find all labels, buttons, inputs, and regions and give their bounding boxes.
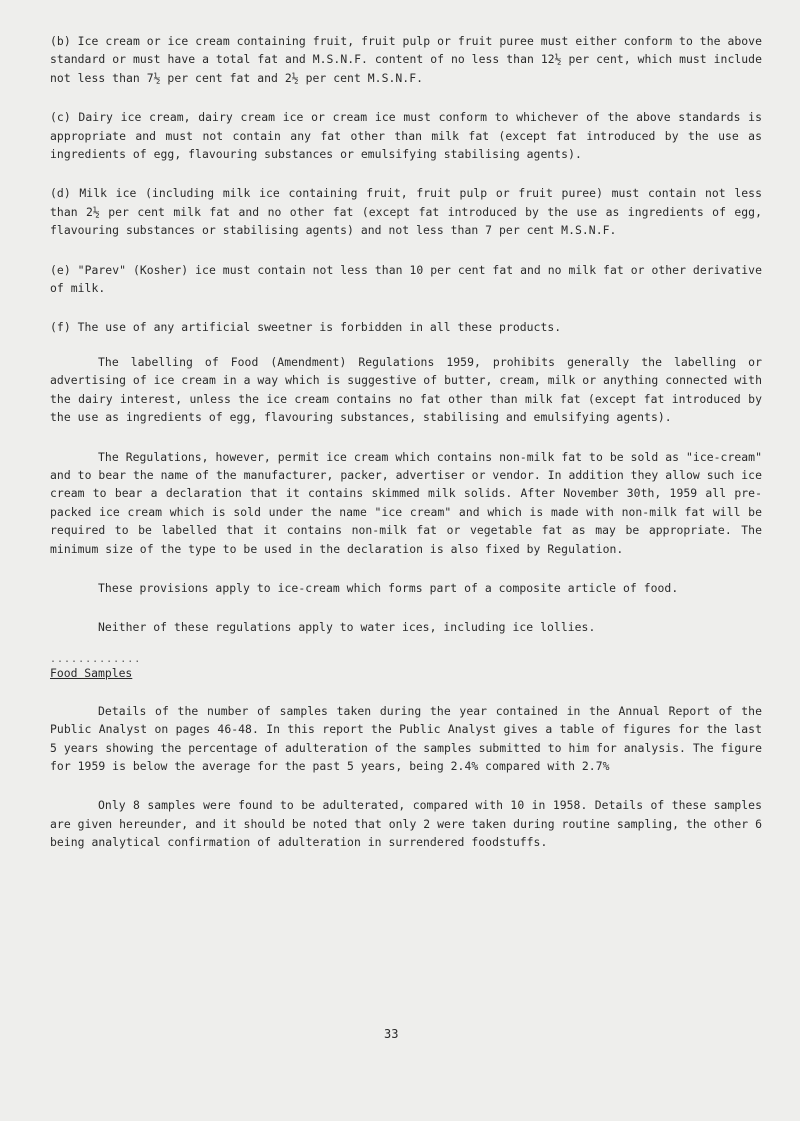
page-number: 33 xyxy=(384,1027,399,1041)
food-samples-paragraph-1: Details of the number of samples taken during the year contained in the Annual Report of the Public Analyst on pages 46-48. In this report the Public Analyst gives a table of figures for the last 5 years showing the percentage of adulteration of the samples submitted to him for analysis. The figure for 1959 is below the average for the past 5 years, being 2.4% compared with 2.7% xyxy=(50,703,762,773)
food-samples-heading: Food Samples xyxy=(50,665,133,680)
paragraph-e: (e) "Parev" (Kosher) ice must contain not less than 10 per cent fat and no milk fat or other derivative of milk. xyxy=(50,262,762,296)
paragraph-labelling: The labelling of Food (Amendment) Regulations 1959, prohibits generally the labelling or advertising of ice cream in a way which is suggestive of butter, cream, milk or anything connected with the dairy interest, unless the ice cream contains no fat other than milk fat (except fat introduced by the use as ingredients of egg, flavouring substances, stabilising and emulsifying agents). xyxy=(50,354,762,425)
paragraph-b: (b) Ice cream or ice cream containing fruit, fruit pulp or fruit puree must either conform to the above standard or must have a total fat and M.S.N.F. content of no less than 12½ per cent, which must include not less than 7½ per cent fat and 2½ per cent M.S.N.F. xyxy=(50,34,762,85)
document-page xyxy=(50,32,762,852)
paragraph-c: (c) Dairy ice cream, dairy cream ice or cream ice must conform to whichever of the above standards is appropriate and must not contain any fat other than milk fat (except fat introduced by the use as ingredients of egg, flavouring substances or emulsifying stabilising agents). xyxy=(50,110,762,162)
paragraph-regulations: The Regulations, however, permit ice cream which contains non-milk fat to be sold as "ice-cream" and to bear the name of the manufacturer, packer, advertiser or vendor. In addition they allow such ice cream to bear a declaration that it contains skimmed milk solids. After November 30th, 1959 all pre-packed ice cream which is sold under the name "ice cream" and which is made with non-milk fat will be required to be labelled that it contains non-milk fat or vegetable fat as may be appropriate. The minimum size of the type to be used in the declaration is also fixed by Regulation. xyxy=(50,449,762,556)
paragraph-neither: Neither of these regulations apply to water ices, including ice lollies. xyxy=(98,620,596,635)
dotted-divider: ............. xyxy=(50,653,142,665)
food-samples-paragraph-2: Only 8 samples were found to be adulterated, compared with 10 in 1958. Details of these samples are given hereunder, and it should be noted that only 2 were taken during routine sampling, the other 6 being analytical confirmation of adulteration in surrendered foodstuffs. xyxy=(50,798,762,850)
paragraph-d: (d) Milk ice (including milk ice containing fruit, fruit pulp or fruit puree) must contain not less than 2½ per cent milk fat and no other fat (except fat introduced by the use as ingredients of egg, flavouring substances or stabilising agents) and not less than 7 per cent M.S.N.F. xyxy=(50,186,762,238)
paragraph-provisions: These provisions apply to ice-cream which forms part of a composite article of food. xyxy=(98,580,679,595)
paragraph-f: (f) The use of any artificial sweetner is forbidden in all these products. xyxy=(50,320,562,335)
